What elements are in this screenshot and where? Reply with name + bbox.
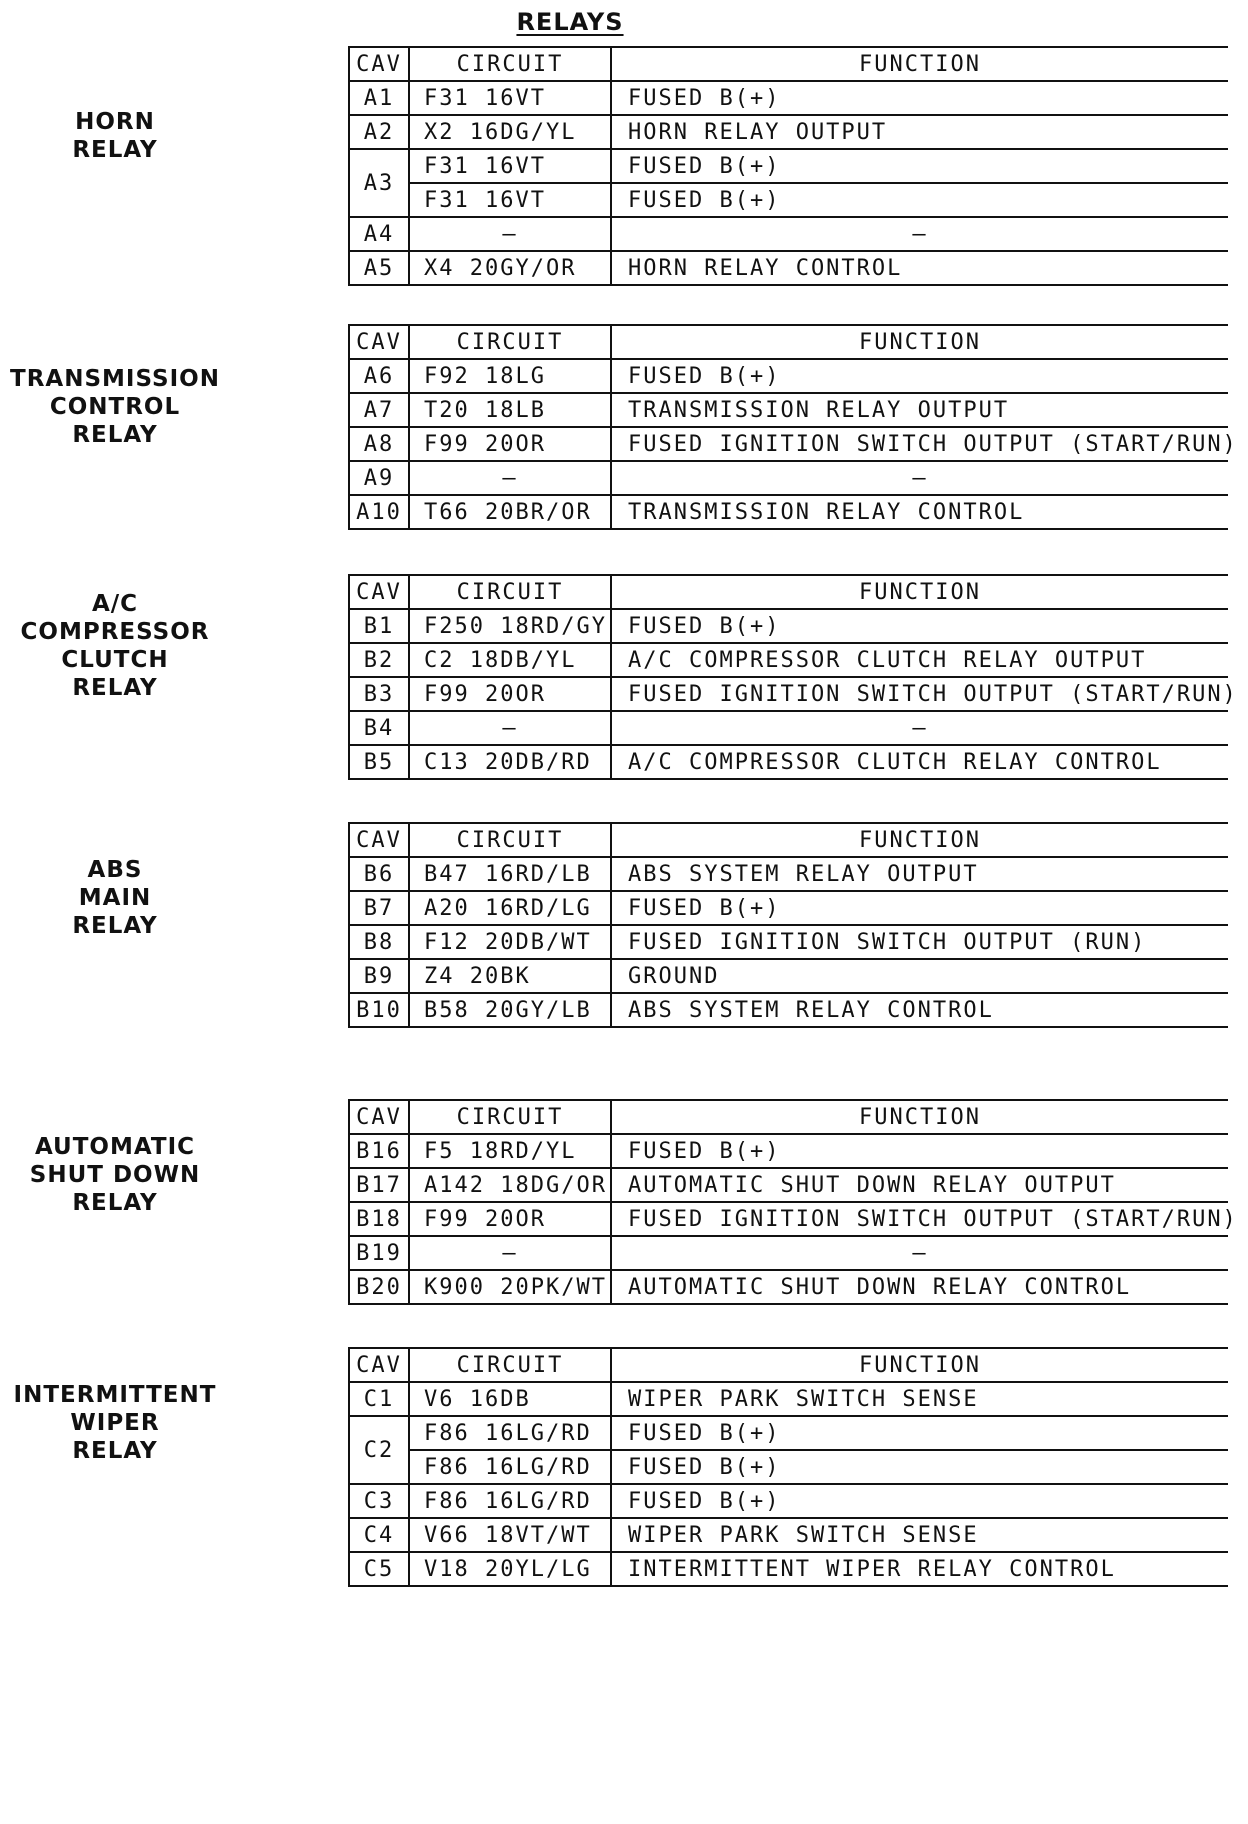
table-row [349,711,1228,745]
function-cell: FUSED IGNITION SWITCH OUTPUT (START/RUN) [611,427,1228,461]
relay-name-line: HORN [75,109,155,135]
cavity-cell: A9 [349,461,409,495]
circuit-cell: X4 20GY/OR [409,251,611,285]
table-row [349,959,1228,993]
table-row [349,1382,1228,1416]
table-row [349,251,1228,285]
function-cell: A/C COMPRESSOR CLUTCH RELAY CONTROL [611,745,1228,779]
circuit-cell: F250 18RD/GY [409,609,611,643]
circuit-cell: B47 16RD/LB [409,857,611,891]
column-header-circuit: CIRCUIT [409,575,611,609]
function-cell: AUTOMATIC SHUT DOWN RELAY OUTPUT [611,1168,1228,1202]
table-row [349,81,1228,115]
column-header-function: FUNCTION [611,823,1228,857]
function-cell: FUSED IGNITION SWITCH OUTPUT (START/RUN) [611,1202,1228,1236]
cavity-cell: A4 [349,217,409,251]
cavity-cell: C2 [349,1416,409,1484]
circuit-cell: T66 20BR/OR [409,495,611,529]
cavity-cell: C1 [349,1382,409,1416]
relay-name [0,856,230,940]
function-cell: ABS SYSTEM RELAY CONTROL [611,993,1228,1027]
function-cell: – [611,711,1228,745]
function-cell: FUSED IGNITION SWITCH OUTPUT (RUN) [611,925,1228,959]
cavity-cell: B19 [349,1236,409,1270]
circuit-cell: Z4 20BK [409,959,611,993]
table-row [349,393,1228,427]
column-header-cav: CAV [349,575,409,609]
relay-name [0,590,230,702]
cavity-cell: A7 [349,393,409,427]
cavity-cell: B1 [349,609,409,643]
table-row [349,1416,1228,1450]
function-cell: A/C COMPRESSOR CLUTCH RELAY OUTPUT [611,643,1228,677]
relay-name-line: RELAY [72,422,158,448]
column-header-cav: CAV [349,1100,409,1134]
function-cell: FUSED B(+) [611,359,1228,393]
function-cell: INTERMITTENT WIPER RELAY CONTROL [611,1552,1228,1586]
table-row [349,359,1228,393]
circuit-cell: F31 16VT [409,183,611,217]
cavity-cell: C4 [349,1518,409,1552]
circuit-cell: – [409,711,611,745]
cavity-cell: B17 [349,1168,409,1202]
table-row [349,1202,1228,1236]
function-cell: FUSED IGNITION SWITCH OUTPUT (START/RUN) [611,677,1228,711]
cavity-cell: A1 [349,81,409,115]
table-row [349,993,1228,1027]
relay-name-line: CONTROL [49,394,181,420]
table-row [349,745,1228,779]
column-header-cav: CAV [349,47,409,81]
function-cell: FUSED B(+) [611,149,1228,183]
circuit-cell: – [409,217,611,251]
relay-table [348,1347,1228,1587]
table-header-row [349,47,1228,81]
function-cell: FUSED B(+) [611,1484,1228,1518]
function-cell: AUTOMATIC SHUT DOWN RELAY CONTROL [611,1270,1228,1304]
function-cell: FUSED B(+) [611,609,1228,643]
function-cell: FUSED B(+) [611,183,1228,217]
cavity-cell: A3 [349,149,409,217]
column-header-circuit: CIRCUIT [409,47,611,81]
relay-table [348,1099,1238,1305]
cavity-cell: B2 [349,643,409,677]
table-row [349,609,1228,643]
circuit-cell: C2 18DB/YL [409,643,611,677]
relay-name-line: ABS [87,857,143,883]
relay-name-line: RELAY [72,1438,158,1464]
circuit-cell: T20 18LB [409,393,611,427]
function-cell: – [611,1236,1228,1270]
relay-table [348,46,1228,286]
table-row [349,891,1228,925]
circuit-cell: F5 18RD/YL [409,1134,611,1168]
circuit-cell: A142 18DG/OR [409,1168,611,1202]
cavity-cell: A10 [349,495,409,529]
table-row [349,217,1228,251]
function-cell: – [611,461,1228,495]
cavity-cell: B8 [349,925,409,959]
relay-name-line: RELAY [72,913,158,939]
circuit-cell: F31 16VT [409,81,611,115]
function-cell: – [611,217,1228,251]
table-row [349,1552,1228,1586]
circuit-cell: V18 20YL/LG [409,1552,611,1586]
circuit-cell: F92 18LG [409,359,611,393]
relay-name-line: RELAY [72,675,158,701]
cavity-cell: B10 [349,993,409,1027]
column-header-function: FUNCTION [611,1100,1228,1134]
function-cell: TRANSMISSION RELAY OUTPUT [611,393,1228,427]
table-row [349,643,1228,677]
function-cell: FUSED B(+) [611,891,1228,925]
relay-name [0,365,230,449]
cavity-cell: B16 [349,1134,409,1168]
relay-name-line: TRANSMISSION [10,366,220,392]
circuit-cell: – [409,461,611,495]
column-header-function: FUNCTION [611,325,1228,359]
circuit-cell: F99 20OR [409,427,611,461]
cavity-cell: B5 [349,745,409,779]
circuit-cell: F86 16LG/RD [409,1450,611,1484]
cavity-cell: A8 [349,427,409,461]
relay-name-line: SHUT DOWN [29,1162,201,1188]
function-cell: WIPER PARK SWITCH SENSE [611,1382,1228,1416]
column-header-circuit: CIRCUIT [409,823,611,857]
function-cell: ABS SYSTEM RELAY OUTPUT [611,857,1228,891]
relay-name [0,108,230,164]
column-header-cav: CAV [349,1348,409,1382]
circuit-cell: F12 20DB/WT [409,925,611,959]
table-row [349,1484,1228,1518]
relay-name-line: CLUTCH [61,647,169,673]
relay-table [348,324,1238,530]
page-title: RELAYS [516,8,624,36]
cavity-cell: B7 [349,891,409,925]
circuit-cell: K900 20PK/WT [409,1270,611,1304]
table-row [349,1518,1228,1552]
table-row [349,677,1228,711]
table-row [349,1134,1228,1168]
table-header-row [349,823,1228,857]
relay-name-line: WIPER [70,1410,160,1436]
cavity-cell: A5 [349,251,409,285]
cavity-cell: A6 [349,359,409,393]
table-row [349,149,1228,183]
circuit-cell: C13 20DB/RD [409,745,611,779]
table-row [349,1236,1228,1270]
cavity-cell: A2 [349,115,409,149]
circuit-cell: F99 20OR [409,677,611,711]
relay-name-line: A/C [91,591,139,617]
table-row [349,461,1228,495]
table-row [349,857,1228,891]
relay-name [0,1133,230,1217]
cavity-cell: C5 [349,1552,409,1586]
relay-name-line: AUTOMATIC [34,1134,196,1160]
function-cell: TRANSMISSION RELAY CONTROL [611,495,1228,529]
table-row [349,183,1228,217]
circuit-cell: F86 16LG/RD [409,1484,611,1518]
circuit-cell: V6 16DB [409,1382,611,1416]
function-cell: FUSED B(+) [611,1416,1228,1450]
cavity-cell: B20 [349,1270,409,1304]
column-header-circuit: CIRCUIT [409,1348,611,1382]
table-header-row [349,1348,1228,1382]
relay-table [348,574,1238,780]
cavity-cell: B3 [349,677,409,711]
circuit-cell: – [409,1236,611,1270]
circuit-cell: V66 18VT/WT [409,1518,611,1552]
circuit-cell: F86 16LG/RD [409,1416,611,1450]
function-cell: FUSED B(+) [611,1134,1228,1168]
circuit-cell: F99 20OR [409,1202,611,1236]
table-row [349,495,1228,529]
cavity-cell: B6 [349,857,409,891]
function-cell: HORN RELAY CONTROL [611,251,1228,285]
column-header-cav: CAV [349,325,409,359]
table-row [349,1168,1228,1202]
function-cell: WIPER PARK SWITCH SENSE [611,1518,1228,1552]
column-header-function: FUNCTION [611,575,1228,609]
relay-name [0,1381,230,1465]
circuit-cell: X2 16DG/YL [409,115,611,149]
table-row [349,1270,1228,1304]
table-header-row [349,575,1228,609]
function-cell: GROUND [611,959,1228,993]
relay-name-line: MAIN [78,885,152,911]
column-header-circuit: CIRCUIT [409,1100,611,1134]
table-row [349,427,1228,461]
column-header-function: FUNCTION [611,1348,1228,1382]
table-header-row [349,325,1228,359]
cavity-cell: B4 [349,711,409,745]
relay-name-line: RELAY [72,137,158,163]
function-cell: FUSED B(+) [611,1450,1228,1484]
column-header-function: FUNCTION [611,47,1228,81]
relay-name-line: RELAY [72,1190,158,1216]
function-cell: FUSED B(+) [611,81,1228,115]
relay-name-line: INTERMITTENT [13,1382,217,1408]
relay-table [348,822,1228,1028]
column-header-cav: CAV [349,823,409,857]
column-header-circuit: CIRCUIT [409,325,611,359]
circuit-cell: A20 16RD/LG [409,891,611,925]
relay-name-line: COMPRESSOR [20,619,210,645]
cavity-cell: C3 [349,1484,409,1518]
cavity-cell: B18 [349,1202,409,1236]
table-header-row [349,1100,1228,1134]
circuit-cell: B58 20GY/LB [409,993,611,1027]
circuit-cell: F31 16VT [409,149,611,183]
table-row [349,1450,1228,1484]
cavity-cell: B9 [349,959,409,993]
function-cell: HORN RELAY OUTPUT [611,115,1228,149]
table-row [349,925,1228,959]
table-row [349,115,1228,149]
